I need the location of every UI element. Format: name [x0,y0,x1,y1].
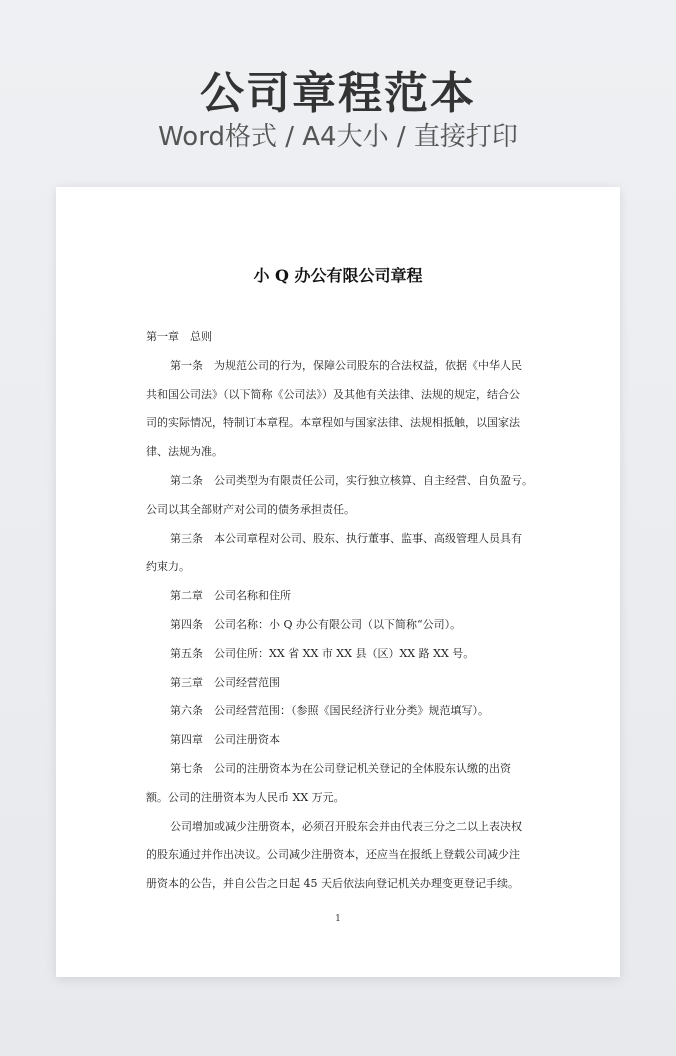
document-line: 册资本的公告，并自公告之日起 45 天后依法向登记机关办理变更登记手续。 [146,877,519,891]
document-line: 第三章 公司经营范围 [170,675,280,689]
document-line: 公司以其全部财产对公司的债务承担责任。 [146,502,355,516]
document-line: 律、法规为准。 [146,445,223,459]
document-line: 第五条 公司住所：XX 省 XX 市 XX 县（区）XX 路 XX 号。 [170,646,475,660]
document-line: 公司增加或减少注册资本，必须召开股东会并由代表三分之二以上表决权 [170,819,522,833]
document-line: 第二条 公司类型为有限责任公司，实行独立核算、自主经营、自负盈亏。 [170,473,533,487]
document-body [146,323,533,899]
document-line: 第二章 公司名称和住所 [170,589,291,603]
document-line: 司的实际情况，特制订本章程。本章程如与国家法律、法规相抵触，以国家法 [146,416,520,430]
document-line: 第一条 为规范公司的行为，保障公司股东的合法权益，依据《中华人民 [170,358,522,372]
document-line: 共和国公司法》（以下简称《公司法》）及其他有关法律、法规的规定，结合公 [146,387,520,401]
document-line: 第七条 公司的注册资本为在公司登记机关登记的全体股东认缴的出资 [170,761,511,775]
document-line: 第四章 公司注册资本 [170,733,280,747]
document-line: 第六条 公司经营范围：（参照《国民经济行业分类》规范填写）。 [170,704,489,718]
banner-title: 公司章程范本 [200,68,476,119]
document-line: 约束力。 [146,560,190,574]
document-line: 第三条 本公司章程对公司、股东、执行董事、监事、高级管理人员具有 [170,531,522,545]
document-line: 额。公司的注册资本为人民币 XX 万元。 [146,790,345,804]
document-title: 小 Q 办公有限公司章程 [253,266,423,285]
document-page [56,187,620,977]
page-number: 1 [335,914,341,924]
document-line: 第四条 公司名称：小 Q 办公有限公司（以下简称“公司）。 [170,617,462,631]
banner-subtitle: Word格式 / A4大小 / 直接打印 [158,122,518,152]
document-line: 的股东通过并作出决议。公司减少注册资本，还应当在报纸上登载公司减少注 [146,848,520,862]
document-line: 第一章 总则 [146,330,212,343]
